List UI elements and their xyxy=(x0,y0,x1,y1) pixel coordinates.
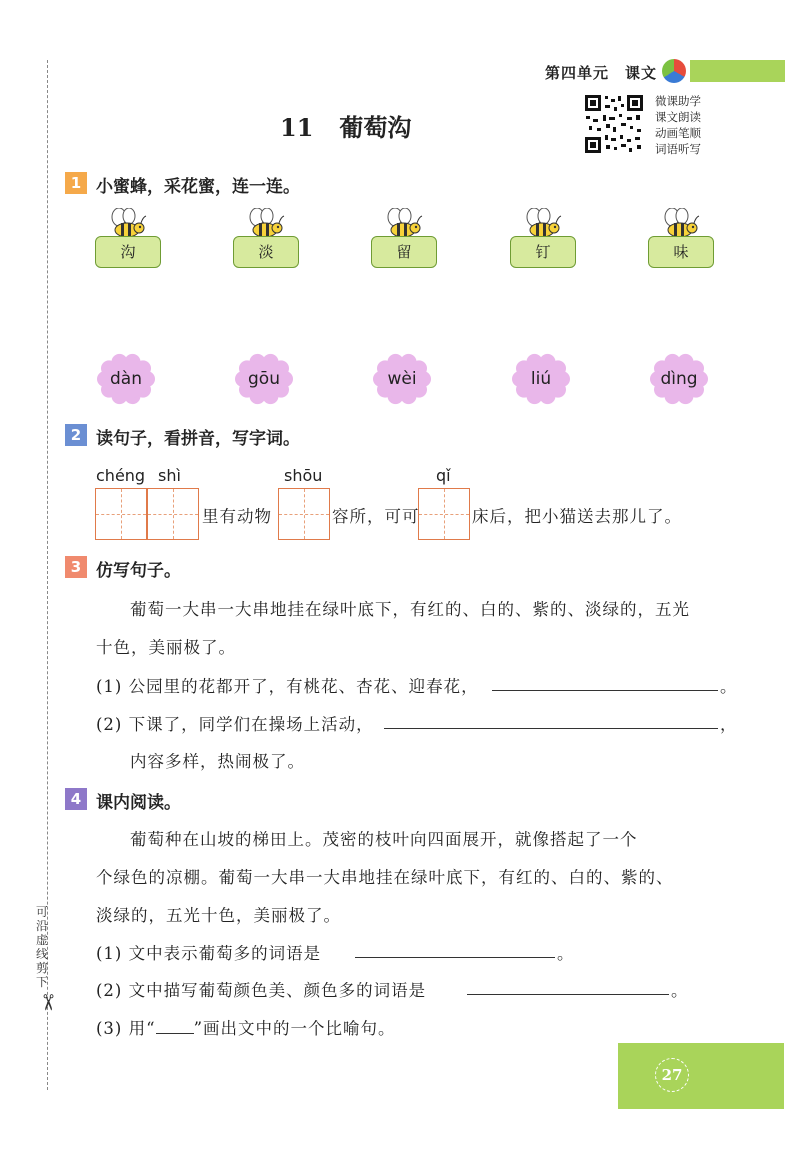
bee-character-card[interactable] xyxy=(510,208,574,270)
qr-feature: 微课助学 xyxy=(655,94,701,108)
question-title: 小蜜蜂，采花蜜，连一连。 xyxy=(96,177,300,197)
bee-icon xyxy=(522,208,562,238)
question-title: 课内阅读。 xyxy=(96,793,181,813)
qr-feature: 词语听写 xyxy=(655,142,701,156)
footer-bar xyxy=(618,1043,784,1109)
page-number: 27 xyxy=(655,1058,689,1092)
flower-pinyin[interactable] xyxy=(95,353,157,405)
writing-box[interactable] xyxy=(95,488,147,540)
bee-character-card[interactable] xyxy=(233,208,297,270)
character-label: 淡 xyxy=(233,236,299,268)
sentence-part: 里有动物 xyxy=(202,507,272,526)
exercise-item: (1) 公园里的花都开了，有桃花、杏花、迎春花， xyxy=(96,677,479,696)
writing-box[interactable] xyxy=(418,488,470,540)
question-title: 仿写句子。 xyxy=(96,561,181,581)
passage-line: 个绿色的凉棚。葡萄一大串一大串地挂在绿叶底下，有红的、白的、紫的、 xyxy=(96,868,674,887)
flower-pinyin[interactable] xyxy=(371,353,433,405)
question-number: 2 xyxy=(65,424,87,446)
pinyin-label: chéng xyxy=(96,466,146,485)
bee-character-card[interactable] xyxy=(648,208,712,270)
qr-feature: 动画笔顺 xyxy=(655,126,701,140)
question-number: 4 xyxy=(65,788,87,810)
bee-icon xyxy=(107,208,147,238)
pinyin-label: shōu xyxy=(284,466,323,485)
passage-line: 淡绿的，五光十色，美丽极了。 xyxy=(96,906,341,925)
underline-sample xyxy=(156,1021,194,1034)
punctuation: 。 xyxy=(557,944,575,963)
header-bar xyxy=(690,60,785,82)
sentence-part: 床后，把小猫送去那儿了。 xyxy=(472,507,682,526)
qr-feature-list xyxy=(655,93,701,157)
lesson-title: 葡萄沟 xyxy=(339,113,412,142)
bee-character-card[interactable] xyxy=(371,208,435,270)
pinyin-label: shì xyxy=(158,466,181,485)
unit-label: 第四单元 课文 xyxy=(545,64,658,82)
exercise-item xyxy=(96,1015,396,1039)
item-text: ”画出文中的一个比喻句。 xyxy=(193,1019,396,1038)
character-label: 味 xyxy=(648,236,714,268)
pinyin-label: dàn xyxy=(110,369,142,389)
writing-box[interactable] xyxy=(278,488,330,540)
example-sentence: 葡萄一大串一大串地挂在绿叶底下，有红的、白的、紫的、淡绿的，五光 xyxy=(130,600,690,619)
character-label: 留 xyxy=(371,236,437,268)
bee-icon xyxy=(660,208,700,238)
pinyin-label: wèi xyxy=(387,369,417,389)
pinyin-label: qǐ xyxy=(436,466,451,485)
passage-line: 葡萄种在山坡的梯田上。茂密的枝叶向四面展开，就像搭起了一个 xyxy=(130,830,638,849)
character-label: 钉 xyxy=(510,236,576,268)
item-text: (3) 用“ xyxy=(96,1019,156,1038)
question-number: 1 xyxy=(65,172,87,194)
answer-line[interactable] xyxy=(492,690,718,691)
pinyin-label: dìng xyxy=(660,369,698,389)
punctuation: ， xyxy=(720,715,738,734)
pinyin-label: liú xyxy=(530,369,552,389)
answer-line[interactable] xyxy=(384,728,718,729)
bee-icon xyxy=(245,208,285,238)
lesson-number: 11 xyxy=(280,113,314,142)
qr-feature: 课文朗读 xyxy=(655,110,701,124)
flower-pinyin[interactable] xyxy=(233,353,295,405)
exercise-item: (2) 文中描写葡萄颜色美、颜色多的词语是 xyxy=(96,981,427,1000)
character-label: 沟 xyxy=(95,236,161,268)
writing-box[interactable] xyxy=(147,488,199,540)
answer-line[interactable] xyxy=(467,994,669,995)
question-title: 读句子，看拼音，写字词。 xyxy=(96,429,300,449)
color-wheel-icon xyxy=(662,59,686,83)
qr-code[interactable] xyxy=(583,93,645,155)
flower-pinyin[interactable] xyxy=(648,353,710,405)
scissors-icon: ✂ xyxy=(34,993,60,1012)
bee-character-card[interactable] xyxy=(95,208,159,270)
example-sentence: 十色，美丽极了。 xyxy=(96,638,236,657)
page-title xyxy=(280,108,411,143)
bee-icon xyxy=(383,208,423,238)
cut-hint: 可沿虚线剪下 xyxy=(36,905,49,989)
pinyin-label: gōu xyxy=(248,369,280,389)
punctuation: 。 xyxy=(671,981,689,1000)
answer-line[interactable] xyxy=(355,957,555,958)
punctuation: 。 xyxy=(720,677,738,696)
exercise-item: (1) 文中表示葡萄多的词语是 xyxy=(96,944,322,963)
exercise-item: (2) 下课了，同学们在操场上活动， xyxy=(96,715,374,734)
exercise-item: 内容多样，热闹极了。 xyxy=(130,752,305,771)
question-number: 3 xyxy=(65,556,87,578)
sentence-part: 容所，可可 xyxy=(332,507,420,526)
flower-pinyin[interactable] xyxy=(510,353,572,405)
